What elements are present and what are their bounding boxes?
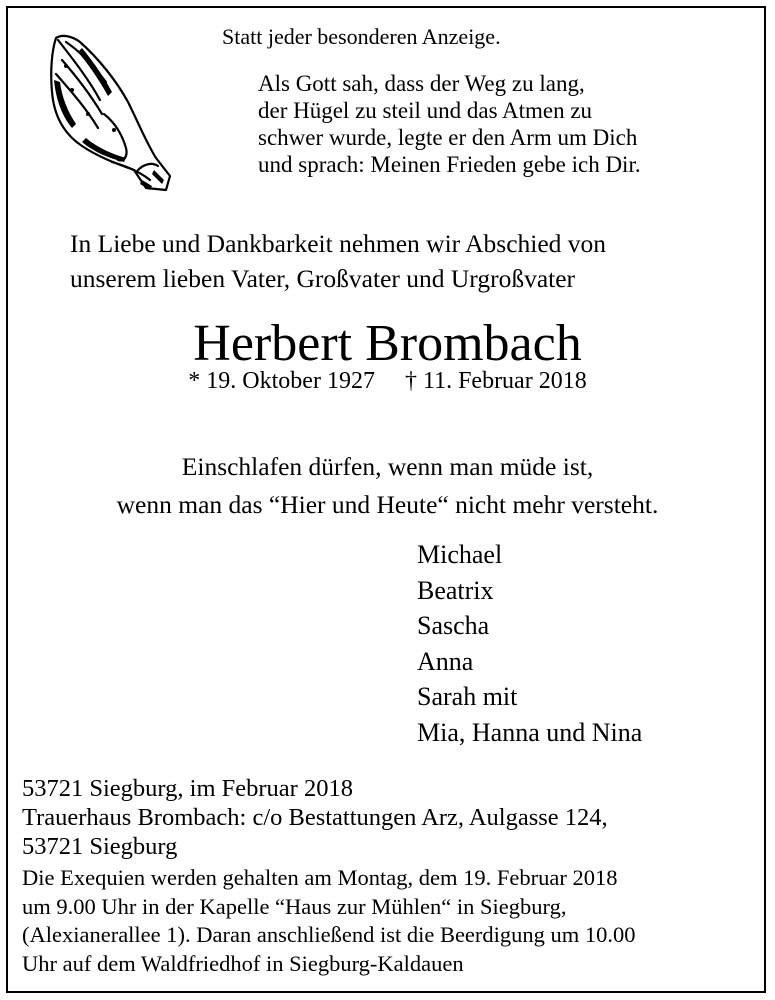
- family-member: Sarah mit: [417, 682, 518, 711]
- intro-line: In Liebe und Dankbarkeit nehmen wir Abschied von: [70, 229, 607, 258]
- location-line: Trauerhaus Brombach: c/o Bestattungen Arz, Aulgasse 124,: [22, 804, 608, 831]
- praying-hands-icon: [42, 30, 174, 192]
- funeral-line: Die Exequien werden gehalten am Montag, dem 19. Februar 2018: [22, 865, 618, 890]
- intro-line: unserem lieben Vater, Großvater und Urgroßvater: [70, 264, 576, 293]
- birth-date: * 19. Oktober 1927: [188, 368, 375, 394]
- poem: [258, 70, 641, 178]
- family-member: Sascha: [417, 611, 490, 640]
- quote: [0, 448, 775, 524]
- quote-line: wenn man das “Hier und Heute“ nicht mehr versteht.: [116, 490, 659, 519]
- funeral-line: Uhr auf dem Waldfriedhof in Siegburg-Kaldauen: [22, 950, 464, 976]
- deceased-name: Herbert Brombach: [193, 315, 582, 372]
- poem-line: schwer wurde, legte er den Arm um Dich: [258, 125, 638, 150]
- poem-line: der Hügel zu steil und das Atmen zu: [258, 98, 593, 123]
- family-list: [417, 537, 642, 750]
- funeral-line: um 9.00 Uhr in der Kapelle “Haus zur Mühlen“ in Siegburg,: [22, 893, 567, 919]
- funeral-details: [22, 864, 636, 978]
- family-member: Anna: [417, 646, 474, 676]
- location-line: 53721 Siegburg, im Februar 2018: [22, 775, 353, 802]
- family-member: Beatrix: [417, 575, 494, 605]
- quote-line: Einschlafen dürfen, wenn man müde ist,: [181, 452, 594, 481]
- poem-line: und sprach: Meinen Frieden gebe ich Dir.: [258, 152, 641, 177]
- location-line: 53721 Siegburg: [22, 833, 178, 860]
- poem-line: Als Gott sah, dass der Weg zu lang,: [258, 71, 585, 96]
- location-block: [22, 774, 608, 861]
- funeral-line: (Alexianerallee 1). Daran anschließend ist die Beerdigung um 10.00: [22, 922, 636, 947]
- family-member: Mia, Hanna und Nina: [417, 717, 643, 747]
- header-notice: Statt jeder besonderen Anzeige.: [222, 24, 501, 49]
- death-date: † 11. Februar 2018: [404, 368, 587, 394]
- family-member: Michael: [417, 540, 503, 569]
- life-dates: [0, 368, 775, 395]
- intro-text: [70, 226, 606, 296]
